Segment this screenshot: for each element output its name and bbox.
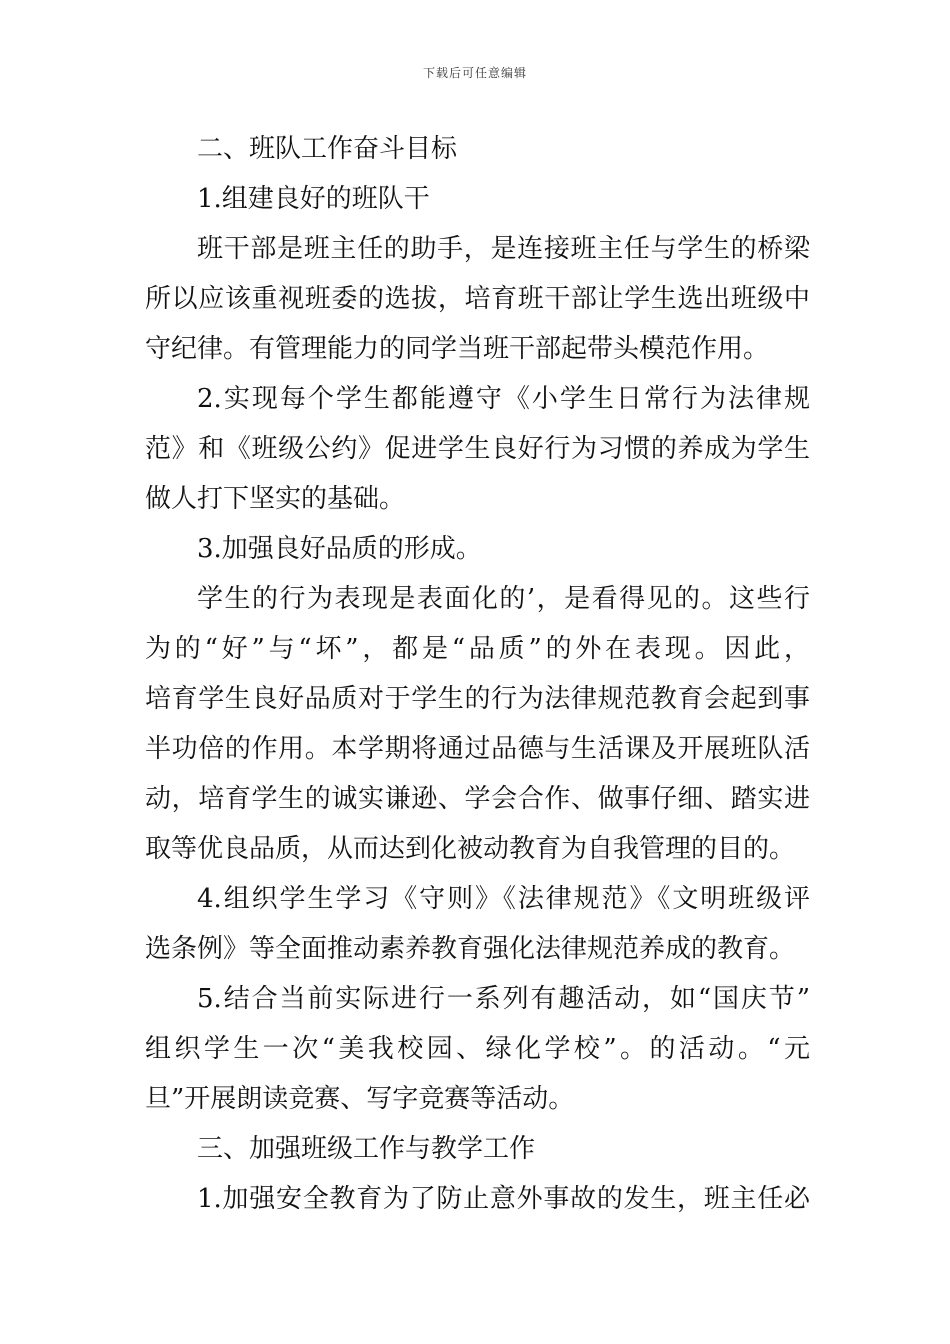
paragraph-line: 半功倍的作用。本学期将通过品德与生活课及开展班队活 xyxy=(145,734,810,764)
paragraph-line: 守纪律。有管理能力的同学当班干部起带头模范作用。 xyxy=(145,334,770,364)
page-header-note: 下载后可任意编辑 xyxy=(422,66,527,80)
section-heading-2: 二、班队工作奋斗目标 xyxy=(197,134,458,164)
paragraph-line: 取等优良品质，从而达到化被动教育为自我管理的目的。 xyxy=(145,834,796,864)
paragraph-line: 选条例》等全面推动素养教育强化法律规范养成的教育。 xyxy=(145,934,796,964)
item-heading-1: 1.组建良好的班队干 xyxy=(197,184,430,214)
paragraph-line: 所以应该重视班委的选拔，培育班干部让学生选出班级中 xyxy=(145,284,810,314)
paragraph-line: 旦”开展朗读竞赛、写字竞赛等活动。 xyxy=(145,1084,575,1114)
item-heading-2: 2.实现每个学生都能遵守《小学生日常行为法律规 xyxy=(197,384,810,414)
paragraph-line: 动，培育学生的诚实谦逊、学会合作、做事仔细、踏实进 xyxy=(145,784,810,814)
paragraph-line: 学生的行为表现是表面化的’，是看得见的。这些行 xyxy=(197,584,810,614)
paragraph-line: 组织学生一次“美我校园、绿化学校”。的活动。“元 xyxy=(145,1034,810,1064)
section-heading-3: 三、加强班级工作与教学工作 xyxy=(197,1134,536,1164)
item-heading-4: 4.组织学生学习《守则》《法律规范》《文明班级评 xyxy=(197,884,810,914)
paragraph-line: 班干部是班主任的助手，是连接班主任与学生的桥梁 xyxy=(197,234,810,264)
item-heading-5: 5.结合当前实际进行一系列有趣活动，如“国庆节” xyxy=(197,984,810,1014)
paragraph-line: 做人打下坚实的基础。 xyxy=(145,484,406,514)
item-heading-1b: 1.加强安全教育为了防止意外事故的发生，班主任必 xyxy=(197,1184,810,1214)
paragraph-line: 范》和《班级公约》促进学生良好行为习惯的养成为学生 xyxy=(145,434,810,464)
item-heading-3: 3.加强良好品质的形成。 xyxy=(197,534,482,564)
paragraph-line: 为的“好”与“坏”，都是“品质”的外在表现。因此， xyxy=(145,634,810,664)
paragraph-line: 培育学生良好品质对于学生的行为法律规范教育会起到事 xyxy=(145,684,810,714)
